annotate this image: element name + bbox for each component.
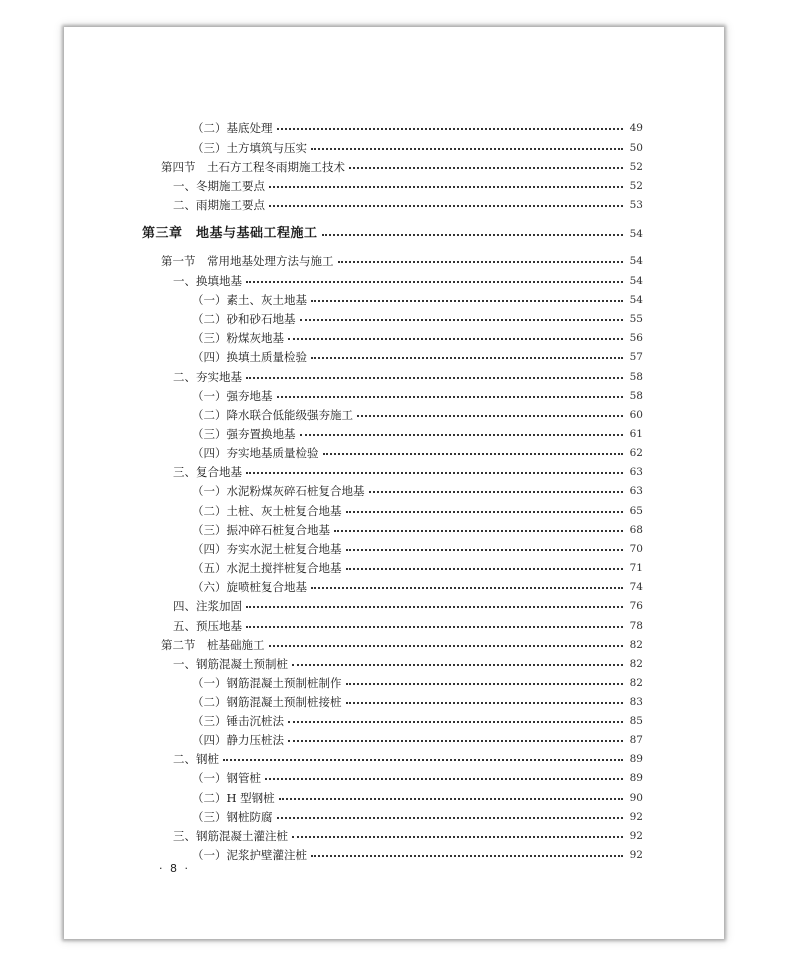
toc-entry bbox=[192, 808, 643, 826]
dot-leader bbox=[349, 167, 623, 169]
dot-leader bbox=[322, 234, 623, 236]
toc-entry-page: 58 bbox=[629, 390, 643, 402]
toc-entry bbox=[192, 310, 643, 328]
toc-entry-title: （三）粉煤灰地基 bbox=[192, 331, 284, 345]
toc-entry-title: （二）H 型钢桩 bbox=[192, 791, 275, 805]
dot-leader bbox=[334, 530, 623, 532]
toc-entry bbox=[192, 769, 643, 787]
toc-entry-title: 二、钢桩 bbox=[173, 752, 219, 766]
dot-leader bbox=[346, 511, 624, 513]
toc-entry-title: （五）水泥土搅拌桩复合地基 bbox=[192, 561, 342, 575]
toc-entry-page: 53 bbox=[629, 199, 643, 211]
toc-entry-page: 89 bbox=[629, 772, 643, 784]
dot-leader bbox=[288, 338, 623, 340]
dot-leader bbox=[277, 128, 624, 130]
toc-entry-page: 74 bbox=[629, 581, 643, 593]
toc-entry-title: （一）水泥粉煤灰碎石桩复合地基 bbox=[192, 484, 365, 498]
dot-leader bbox=[323, 453, 624, 455]
toc-entry-title: （二）钢筋混凝土预制桩接桩 bbox=[192, 695, 342, 709]
dot-leader bbox=[369, 491, 624, 493]
toc-entry-page: 52 bbox=[629, 180, 643, 192]
toc-entry-page: 58 bbox=[629, 371, 643, 383]
toc-entry bbox=[192, 482, 643, 500]
toc-entry-page: 71 bbox=[629, 562, 643, 574]
dot-leader bbox=[277, 396, 624, 398]
dot-leader bbox=[246, 606, 623, 608]
dot-leader bbox=[311, 855, 623, 857]
dot-leader bbox=[277, 817, 624, 819]
dot-leader bbox=[288, 740, 623, 742]
toc-entry-page: 54 bbox=[629, 228, 643, 240]
toc-entry-title: 第三章 地基与基础工程施工 bbox=[142, 226, 318, 241]
dot-leader bbox=[311, 357, 623, 359]
toc-entry bbox=[192, 674, 643, 692]
toc-entry bbox=[192, 846, 643, 864]
toc-entry-title: （三）强夯置换地基 bbox=[192, 427, 296, 441]
toc-entry-page: 89 bbox=[629, 753, 643, 765]
dot-leader bbox=[269, 645, 624, 647]
toc-entry-page: 55 bbox=[629, 313, 643, 325]
dot-leader bbox=[311, 300, 623, 302]
toc-entry-title: （四）静力压桩法 bbox=[192, 733, 284, 747]
dot-leader bbox=[300, 434, 624, 436]
toc-entry bbox=[192, 731, 643, 749]
toc-entry-title: （四）夯实地基质量检验 bbox=[192, 446, 319, 460]
toc-entry-page: 85 bbox=[629, 715, 643, 727]
dot-leader bbox=[357, 415, 623, 417]
dot-leader bbox=[300, 319, 624, 321]
page-number: · 8 · bbox=[159, 862, 190, 875]
toc-entry-page: 83 bbox=[629, 696, 643, 708]
toc-entry bbox=[173, 368, 643, 386]
toc-entry bbox=[173, 655, 643, 673]
toc-chapter-entry bbox=[142, 225, 643, 243]
toc-entry bbox=[192, 387, 643, 405]
dot-leader bbox=[311, 148, 623, 150]
toc-entry-page: 90 bbox=[629, 792, 643, 804]
toc-entry-title: （二）土桩、灰土桩复合地基 bbox=[192, 504, 342, 518]
toc-entry-page: 82 bbox=[629, 639, 643, 651]
toc-entry-page: 54 bbox=[629, 255, 643, 267]
toc-entry bbox=[192, 540, 643, 558]
toc-entry-title: （一）强夯地基 bbox=[192, 389, 273, 403]
toc-entry bbox=[192, 712, 643, 730]
toc-entry-page: 49 bbox=[629, 122, 643, 134]
toc-entry-title: 二、夯实地基 bbox=[173, 370, 242, 384]
toc-entry-page: 82 bbox=[629, 677, 643, 689]
dot-leader bbox=[346, 568, 624, 570]
dot-leader bbox=[279, 798, 623, 800]
toc-entry bbox=[192, 502, 643, 520]
dot-leader bbox=[292, 836, 623, 838]
dot-leader bbox=[346, 702, 624, 704]
toc-entry bbox=[173, 272, 643, 290]
toc-entry-page: 61 bbox=[629, 428, 643, 440]
toc-entry-page: 56 bbox=[629, 332, 643, 344]
toc-entry bbox=[161, 252, 643, 270]
toc-entry-title: （一）泥浆护壁灌注桩 bbox=[192, 848, 307, 862]
table-of-contents bbox=[64, 27, 724, 939]
toc-entry-title: （三）锤击沉桩法 bbox=[192, 714, 284, 728]
toc-entry-title: 三、复合地基 bbox=[173, 465, 242, 479]
toc-entry bbox=[192, 521, 643, 539]
toc-entry-title: （六）旋喷桩复合地基 bbox=[192, 580, 307, 594]
dot-leader bbox=[265, 778, 623, 780]
toc-entry-title: （四）换填土质量检验 bbox=[192, 350, 307, 364]
toc-entry-title: （一）钢筋混凝土预制桩制作 bbox=[192, 676, 342, 690]
toc-entry bbox=[192, 139, 643, 157]
toc-entry bbox=[192, 578, 643, 596]
toc-entry-title: 第四节 土石方工程冬雨期施工技术 bbox=[161, 160, 345, 174]
toc-entry-title: （三）振冲碎石桩复合地基 bbox=[192, 523, 330, 537]
toc-entry-page: 87 bbox=[629, 734, 643, 746]
toc-entry bbox=[192, 291, 643, 309]
toc-entry-title: 三、钢筋混凝土灌注桩 bbox=[173, 829, 288, 843]
toc-entry-page: 78 bbox=[629, 620, 643, 632]
toc-entry-page: 50 bbox=[629, 142, 643, 154]
dot-leader bbox=[269, 186, 623, 188]
dot-leader bbox=[246, 377, 623, 379]
toc-entry-title: 一、冬期施工要点 bbox=[173, 179, 265, 193]
toc-entry-title: （三）钢桩防腐 bbox=[192, 810, 273, 824]
toc-entry-page: 60 bbox=[629, 409, 643, 421]
dot-leader bbox=[246, 281, 623, 283]
toc-entry-page: 63 bbox=[629, 485, 643, 497]
toc-entry-title: （四）夯实水泥土桩复合地基 bbox=[192, 542, 342, 556]
toc-entry-page: 63 bbox=[629, 466, 643, 478]
toc-entry bbox=[192, 693, 643, 711]
toc-entry bbox=[192, 348, 643, 366]
toc-entry bbox=[173, 177, 643, 195]
toc-entry-title: （二）砂和砂石地基 bbox=[192, 312, 296, 326]
toc-entry-page: 54 bbox=[629, 275, 643, 287]
dot-leader bbox=[311, 587, 623, 589]
toc-entry bbox=[192, 119, 643, 137]
toc-entry bbox=[192, 406, 643, 424]
toc-entry-page: 54 bbox=[629, 294, 643, 306]
toc-entry bbox=[173, 597, 643, 615]
toc-entry-page: 76 bbox=[629, 600, 643, 612]
toc-entry-title: 第二节 桩基础施工 bbox=[161, 638, 265, 652]
toc-entry bbox=[173, 827, 643, 845]
toc-entry bbox=[192, 789, 643, 807]
toc-entry-title: （一）钢管桩 bbox=[192, 771, 261, 785]
toc-entry bbox=[173, 196, 643, 214]
toc-entry bbox=[192, 559, 643, 577]
toc-entry bbox=[192, 329, 643, 347]
toc-entry-page: 62 bbox=[629, 447, 643, 459]
toc-entry-title: 五、预压地基 bbox=[173, 619, 242, 633]
dot-leader bbox=[269, 205, 623, 207]
toc-entry-page: 57 bbox=[629, 351, 643, 363]
toc-entry bbox=[173, 750, 643, 768]
toc-entry bbox=[161, 636, 643, 654]
toc-entry-title: （二）降水联合低能级强夯施工 bbox=[192, 408, 353, 422]
dot-leader bbox=[223, 759, 623, 761]
toc-entry bbox=[161, 158, 643, 176]
toc-entry-page: 70 bbox=[629, 543, 643, 555]
toc-entry-title: 四、注浆加固 bbox=[173, 599, 242, 613]
dot-leader bbox=[338, 261, 624, 263]
toc-entry-title: 二、雨期施工要点 bbox=[173, 198, 265, 212]
toc-entry-page: 65 bbox=[629, 505, 643, 517]
toc-entry-title: 第一节 常用地基处理方法与施工 bbox=[161, 254, 334, 268]
dot-leader bbox=[288, 721, 623, 723]
toc-entry-title: 一、换填地基 bbox=[173, 274, 242, 288]
toc-entry-page: 92 bbox=[629, 830, 643, 842]
toc-entry-page: 82 bbox=[629, 658, 643, 670]
toc-entry bbox=[192, 444, 643, 462]
dot-leader bbox=[292, 664, 623, 666]
book-page bbox=[64, 27, 724, 939]
toc-entry-page: 92 bbox=[629, 811, 643, 823]
toc-entry bbox=[173, 617, 643, 635]
toc-entry-page: 68 bbox=[629, 524, 643, 536]
toc-entry-title: （一）素土、灰土地基 bbox=[192, 293, 307, 307]
dot-leader bbox=[246, 472, 623, 474]
dot-leader bbox=[346, 683, 624, 685]
toc-entry-title: （三）土方填筑与压实 bbox=[192, 141, 307, 155]
dot-leader bbox=[346, 549, 624, 551]
toc-entry-title: （二）基底处理 bbox=[192, 121, 273, 135]
toc-entry bbox=[173, 463, 643, 481]
dot-leader bbox=[246, 626, 623, 628]
toc-entry bbox=[192, 425, 643, 443]
toc-entry-page: 52 bbox=[629, 161, 643, 173]
toc-entry-page: 92 bbox=[629, 849, 643, 861]
toc-entry-title: 一、钢筋混凝土预制桩 bbox=[173, 657, 288, 671]
